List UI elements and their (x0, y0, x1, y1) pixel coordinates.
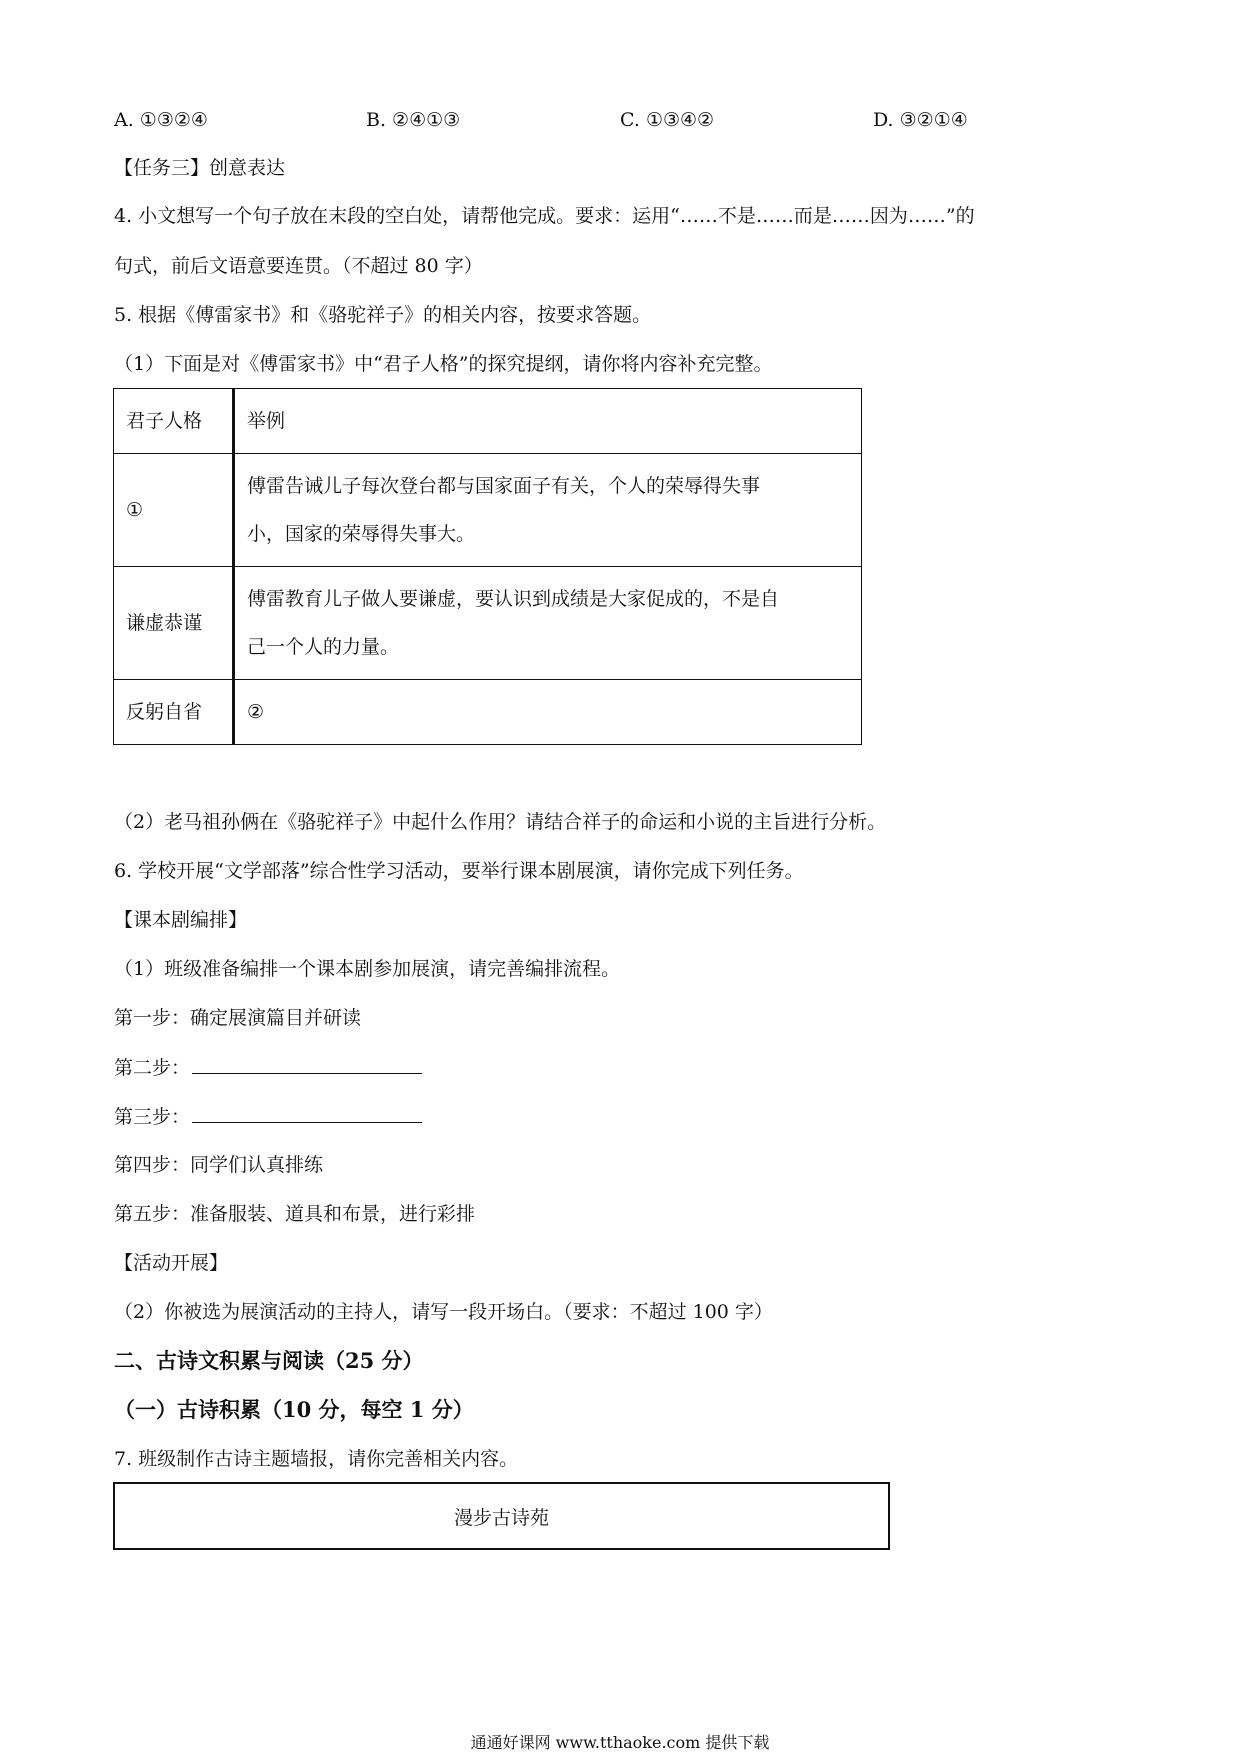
example-line: 小，国家的荣辱得失事大。 (247, 523, 476, 545)
q6-section2: 【活动开展】 (114, 1252, 229, 1274)
step-2-label: 第二步： (114, 1057, 191, 1079)
q4-line1: 4. 小文想写一个句子放在末段的空白处，请帮他完成。要求：运用“……不是……而是……因为……”的 (114, 205, 975, 227)
step-1: 第一步：确定展演篇目并研读 (114, 1007, 362, 1029)
example-line: 己一个人的力量。 (247, 636, 400, 658)
option-d: D. ③②①④ (873, 109, 968, 131)
table-cell-trait: ① (114, 454, 234, 567)
table-cell-trait: 反躬自省 (114, 680, 234, 745)
poster-title: 漫步古诗苑 (453, 1506, 549, 1529)
junzi-table (113, 388, 862, 745)
example-line: 傅雷教育儿子做人要谦虚，要认识到成绩是大家促成的，不是自 (247, 588, 780, 610)
table-cell-example (234, 567, 862, 680)
q6-sub1: （1）班级准备编排一个课本剧参加展演，请完善编排流程。 (114, 958, 621, 980)
task3-heading: 【任务三】创意表达 (114, 157, 286, 179)
table-cell-trait: 谦虚恭谨 (114, 567, 234, 680)
answer-blank (192, 1053, 422, 1074)
q4-line2: 句式，前后文语意要连贯。（不超过 80 字） (114, 255, 483, 277)
step-2 (114, 1053, 422, 1082)
option-b: B. ②④①③ (366, 109, 461, 131)
q6-sub2: （2）你被选为展演活动的主持人，请写一段开场白。（要求：不超过 100 字） (114, 1301, 773, 1323)
example-line: 傅雷告诫儿子每次登台都与国家面子有关，个人的荣辱得失事 (247, 475, 761, 497)
table-header-row (114, 389, 862, 454)
part2-subtitle: （一）古诗积累（10 分，每空 1 分） (114, 1397, 474, 1422)
step-3-label: 第三步： (114, 1106, 191, 1128)
step-3 (114, 1102, 422, 1131)
page-footer: 通通好课网 www.tthaoke.com 提供下载 (470, 1733, 770, 1752)
answer-blank (192, 1102, 422, 1123)
step-4: 第四步：同学们认真排练 (114, 1154, 324, 1176)
q5-sub1: （1）下面是对《傅雷家书》中“君子人格”的探究提纲，请你将内容补充完整。 (114, 353, 773, 375)
step-5: 第五步：准备服装、道具和布景，进行彩排 (114, 1203, 476, 1225)
q7-text: 7. 班级制作古诗主题墙报，请你完善相关内容。 (114, 1448, 519, 1470)
part2-title: 二、古诗文积累与阅读（25 分） (114, 1348, 424, 1373)
table-header-trait: 君子人格 (114, 389, 234, 454)
table-cell-example: ② (234, 680, 862, 745)
table-cell-example (234, 454, 862, 567)
table-row (114, 454, 862, 567)
q6-section1: 【课本剧编排】 (114, 909, 248, 931)
q5-sub2: （2）老马祖孙俩在《骆驼祥子》中起什么作用？请结合祥子的命运和小说的主旨进行分析。 (114, 811, 887, 833)
poster-box (113, 1482, 890, 1550)
table-row (114, 567, 862, 680)
q5-intro: 5. 根据《傅雷家书》和《骆驼祥子》的相关内容，按要求答题。 (114, 304, 652, 326)
table-row (114, 680, 862, 745)
option-c: C. ①③④② (620, 109, 715, 131)
option-a: A. ①③②④ (114, 109, 208, 131)
q6-intro: 6. 学校开展“文学部落”综合性学习活动，要举行课本剧展演，请你完成下列任务。 (114, 860, 804, 882)
table-header-example: 举例 (234, 389, 862, 454)
